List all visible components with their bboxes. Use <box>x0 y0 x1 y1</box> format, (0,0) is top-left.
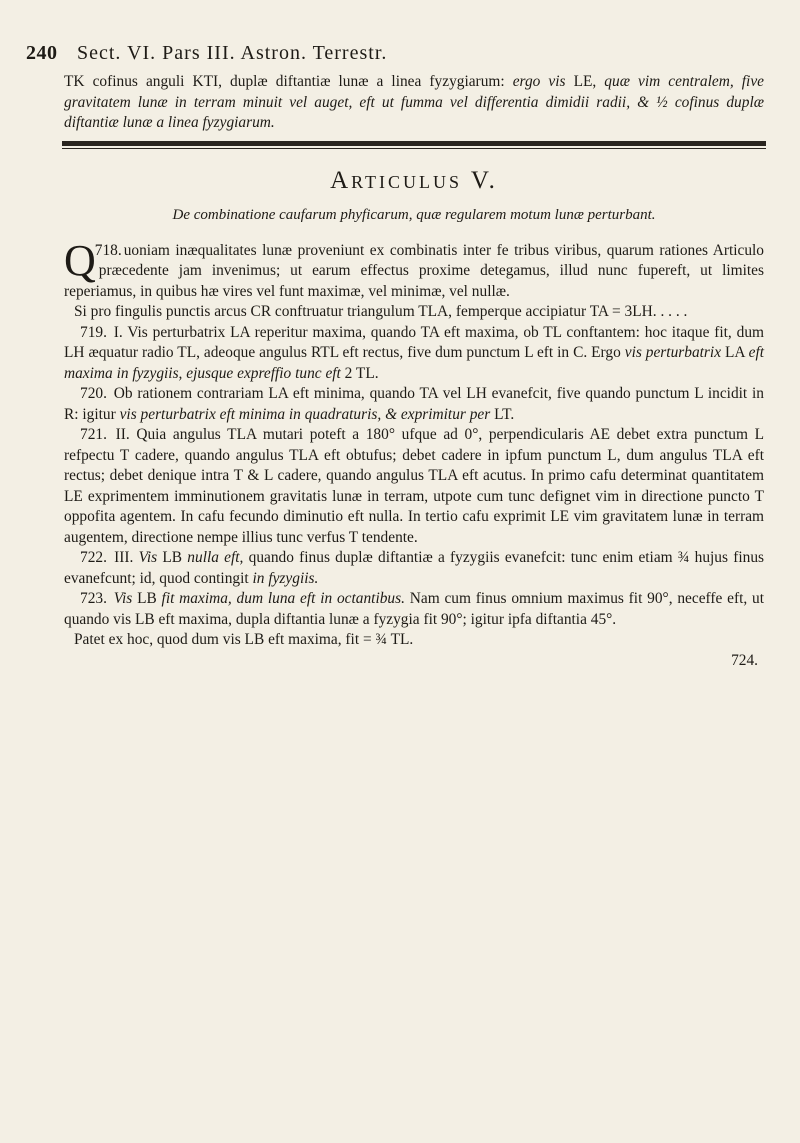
paragraph-723-cont <box>64 630 764 651</box>
paragraph-italic: vis perturbatrix <box>624 344 725 361</box>
running-header <box>26 42 766 65</box>
intro-paragraph <box>64 72 764 134</box>
paragraph-italic: in fyzygiis. <box>252 569 319 587</box>
paragraph-number: 723. <box>80 590 107 607</box>
paragraph-text: 2 TL. <box>344 364 379 382</box>
drop-capital: Q <box>64 235 96 285</box>
paragraph-text: I. Vis perturbatrix LA reperitur maxima, quando TA eft maxima, ob TL conftantem: hoc itaque fit, dum LH æquatur radio TL, adeoque angulus RTL eft rectus, five dum punctum L eft in C. Ergo <box>64 323 764 361</box>
paragraph-italic: nulla eft, <box>187 549 249 566</box>
paragraph-718-cont <box>64 302 764 323</box>
paragraph-text: Si pro fingulis punctis arcus CR conftruatur triangulum TLA, femperque accipiatur TA = 3LH. . . . . <box>74 303 688 320</box>
paragraph-text: LB <box>137 590 162 607</box>
paragraph-italic: fit maxima, dum luna eft in octantibus. <box>161 590 410 607</box>
paragraph-719 <box>64 323 764 385</box>
paragraph-721 <box>64 425 764 548</box>
paragraph-italic: eft maxima in fyzygiis, ejusque expreffio tunc eft <box>64 344 764 382</box>
catchword: 724. <box>731 651 758 669</box>
article-subtitle: De combinatione caufarum phyficarum, quæ regularem motum lunæ perturbant. <box>172 207 656 223</box>
paragraph-text: uoniam inæqualitates lunæ proveniunt ex combinatis inter fe tribus viribus, quarum rationes Articulo præcedente jam invenimus; ut earum effectus proxime detegamus, illud nunc fupereft, ut limites reperiamus, in quibus hæ vires vel funt maximæ, vel minimæ, vel nullæ. <box>64 241 764 300</box>
paragraph-718 <box>64 235 764 303</box>
intro-text-2: LE, <box>573 73 605 90</box>
paragraph-text: Patet ex hoc, quod dum vis LB eft maxima, fit = ¾ TL. <box>74 631 414 648</box>
article-title: Articulus V. <box>330 166 498 194</box>
paragraph-number: 718. <box>94 241 122 259</box>
paragraph-text: II. Quia angulus TLA mutari poteft a 180° ufque ad 0°, perpendicularis AE debet extra punctum L refpectu T cadere, quando angulus TLA eft obtufus; debet cadere in ipfum punctum L, dum angulus TLA eft rectus; debet denique intra T & L cadere, quando angulus TLA eft acutus. In primo cafu determinat quantitatem LE exprimentem imminutionem gravitatis lunæ in terram, utpote cum tunc defignet vim in directione puncto T oppofita agentem. In cafu fecundo diminutio eft nulla. In tertio cafu exprimit LE vim gravitatem lunæ in terram augentem, directione nempe illius tunc verfus T tendente. <box>64 426 764 546</box>
paragraph-italic: Vis <box>138 549 163 566</box>
paragraph-text: III. <box>114 549 139 566</box>
paragraph-text: quando finus duplæ diftantiæ a fyzygiis evanefcit: tunc enim etiam ¾ hujus finus evanefcunt; id, quod contingit <box>64 549 764 587</box>
page-body <box>64 72 764 671</box>
paragraph-723 <box>64 589 764 630</box>
paragraph-text: LA <box>724 344 749 361</box>
paragraph-number: 720. <box>80 385 107 402</box>
divider-thin-rule <box>62 148 766 149</box>
paragraph-text: Ob rationem contrariam LA eft minima, quando TA vel LH evanefcit, five quando punctum L incidit in R: igitur <box>64 385 764 423</box>
paragraph-italic: vis perturbatrix eft minima in quadraturis, & exprimitur per <box>119 405 495 423</box>
running-title: Sect. VI. Pars III. Astron. Terrestr. <box>77 42 388 64</box>
paragraph-number: 722. <box>80 549 107 566</box>
page-number: 240 <box>26 42 58 64</box>
paragraph-text: LB <box>162 549 188 566</box>
paragraph-number: 721. <box>80 426 107 443</box>
section-divider <box>62 141 766 149</box>
paragraph-722 <box>64 548 764 589</box>
paragraph-number: 719. <box>80 323 107 341</box>
paragraph-italic: Vis <box>113 590 138 607</box>
paragraph-text: Nam cum finus omnium maximus fit 90°, neceffe eft, ut quando vis LB eft maxima, dupla diftantia lunæ a fyzygia fit 90°; igitur ipfa diftantia 45°. <box>64 590 764 628</box>
intro-text-1: TK cofinus anguli KTI, duplæ diftantiæ lunæ a linea fyzygiarum: <box>64 73 513 90</box>
intro-italic-1: ergo vis <box>512 73 574 90</box>
paragraph-text: LT. <box>494 405 515 423</box>
divider-thick-rule <box>62 141 766 146</box>
paragraph-720 <box>64 384 764 425</box>
intro-italic-2: quæ vim centralem, five gravitatem lunæ in terram minuit vel auget, eft ut fumma vel differentia dimidii radii, & ½ cofinus duplæ diftantiæ lunæ a linea fyzygiarum. <box>64 73 764 131</box>
